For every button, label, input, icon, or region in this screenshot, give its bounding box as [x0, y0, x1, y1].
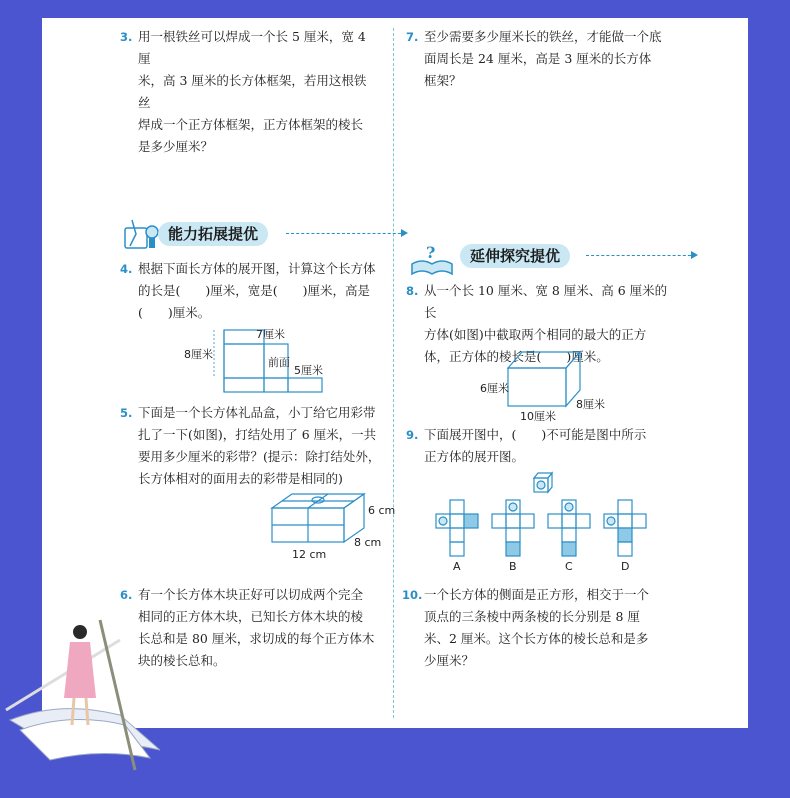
label-8cm: 8厘米 — [576, 398, 605, 411]
question-line: 有一个长方体木块正好可以切成两个完全 — [138, 587, 364, 602]
net-option-b — [492, 500, 534, 556]
question-line: 长方体相对的面用去的彩带是相同的) — [138, 471, 343, 486]
question-number: 8. — [406, 284, 419, 298]
question-line: 顶点的三条棱中两条棱的长分别是 8 厘 — [424, 609, 640, 624]
question-line: 米，高 3 厘米的长方体框架，若用这根铁丝 — [138, 73, 367, 110]
net-option-a — [436, 500, 478, 556]
question-4 — [120, 258, 378, 324]
question-number: 3. — [120, 30, 133, 44]
net-diagram — [182, 326, 332, 398]
label-6cm: 6 cm — [368, 504, 396, 517]
question-line: 用一根铁丝可以焊成一个长 5 厘米，宽 4 厘 — [138, 29, 366, 66]
question-line: 米、2 厘米。这个长方体的棱长总和是多 — [424, 631, 649, 646]
question-number: 5. — [120, 406, 133, 420]
science-icon — [122, 218, 162, 252]
question-line: 下面是一个长方体礼品盒，小丁给它用彩带 — [138, 405, 376, 420]
cube-nets-diagram — [426, 470, 656, 602]
column-divider — [393, 28, 394, 718]
option-label-a: A — [453, 560, 461, 573]
option-label-d: D — [621, 560, 630, 573]
question-line: ( )厘米。 — [138, 305, 211, 320]
question-line: 块的棱长总和。 — [138, 653, 226, 668]
label-6cm: 6厘米 — [480, 382, 509, 395]
question-line: 长总和是 80 厘米，求切成的每个正方体木 — [138, 631, 375, 646]
option-label-b: B — [509, 560, 517, 573]
label-7cm: 7厘米 — [256, 328, 285, 341]
question-line: 根据下面长方体的展开图，计算这个长方体 — [138, 261, 376, 276]
label-8cm: 8 cm — [354, 536, 382, 549]
net-option-c — [548, 500, 590, 556]
option-label-c: C — [565, 560, 573, 573]
question-9 — [406, 424, 674, 468]
dashed-arrow — [286, 233, 406, 234]
question-3 — [120, 26, 378, 158]
question-number: 7. — [406, 30, 419, 44]
question-7 — [406, 26, 669, 92]
question-number: 10. — [402, 588, 423, 602]
question-line: 相同的正方体木块，已知长方体木块的棱 — [138, 609, 364, 624]
net-option-d — [604, 500, 646, 556]
label-5cm: 5厘米 — [294, 364, 323, 377]
question-line: 方体(如图)中截取两个相同的最大的正方 — [424, 327, 647, 342]
label-12cm: 12 cm — [292, 548, 327, 561]
svg-text:?: ? — [426, 243, 436, 262]
section-header-ability — [122, 218, 372, 250]
question-number: 6. — [120, 588, 133, 602]
girl-on-book-illustration — [0, 600, 170, 798]
book-question-icon — [410, 240, 456, 278]
question-line: 少厘米？ — [424, 653, 475, 668]
label-front: 前面 — [268, 356, 290, 369]
question-line: 的长是( )厘米，宽是( )厘米，高是 — [138, 283, 371, 298]
question-line: 框架？ — [424, 73, 462, 88]
section-header-explore — [410, 240, 690, 272]
section-title: 能力拓展提优 — [158, 222, 268, 246]
label-8cm: 8厘米 — [184, 348, 213, 361]
question-line: 扎了一下(如图)，打结处用了 6 厘米，一共 — [138, 427, 377, 442]
question-line: 要用多少厘米的彩带？(提示：除打结处外， — [138, 449, 381, 464]
question-6 — [120, 584, 378, 672]
question-line: 从一个长 10 厘米、宽 8 厘米、高 6 厘米的长 — [424, 283, 668, 320]
question-line: 体，正方体的棱长是( )厘米。 — [424, 349, 609, 364]
label-10cm: 10厘米 — [520, 410, 556, 423]
question-line: 焊成一个正方体框架，正方体框架的棱长 — [138, 117, 364, 132]
question-line: 下面展开图中，( )不可能是图中所示 — [424, 427, 647, 442]
question-line: 至少需要多少厘米长的铁丝，才能做一个底 — [424, 29, 662, 44]
question-5 — [120, 402, 383, 490]
question-line: 一个长方体的侧面是正方形，相交于一个 — [424, 587, 650, 602]
question-number: 9. — [406, 428, 419, 442]
question-number: 4. — [120, 262, 133, 276]
dashed-arrow — [586, 255, 696, 256]
question-10 — [402, 584, 674, 672]
section-title: 延伸探究提优 — [460, 244, 570, 268]
cuboid-diagram — [480, 348, 610, 424]
question-line: 面周长是 24 厘米，高是 3 厘米的长方体 — [424, 51, 652, 66]
question-line: 是多少厘米？ — [138, 139, 214, 154]
question-line: 正方体的展开图。 — [424, 449, 525, 464]
gift-box-diagram — [262, 488, 396, 566]
